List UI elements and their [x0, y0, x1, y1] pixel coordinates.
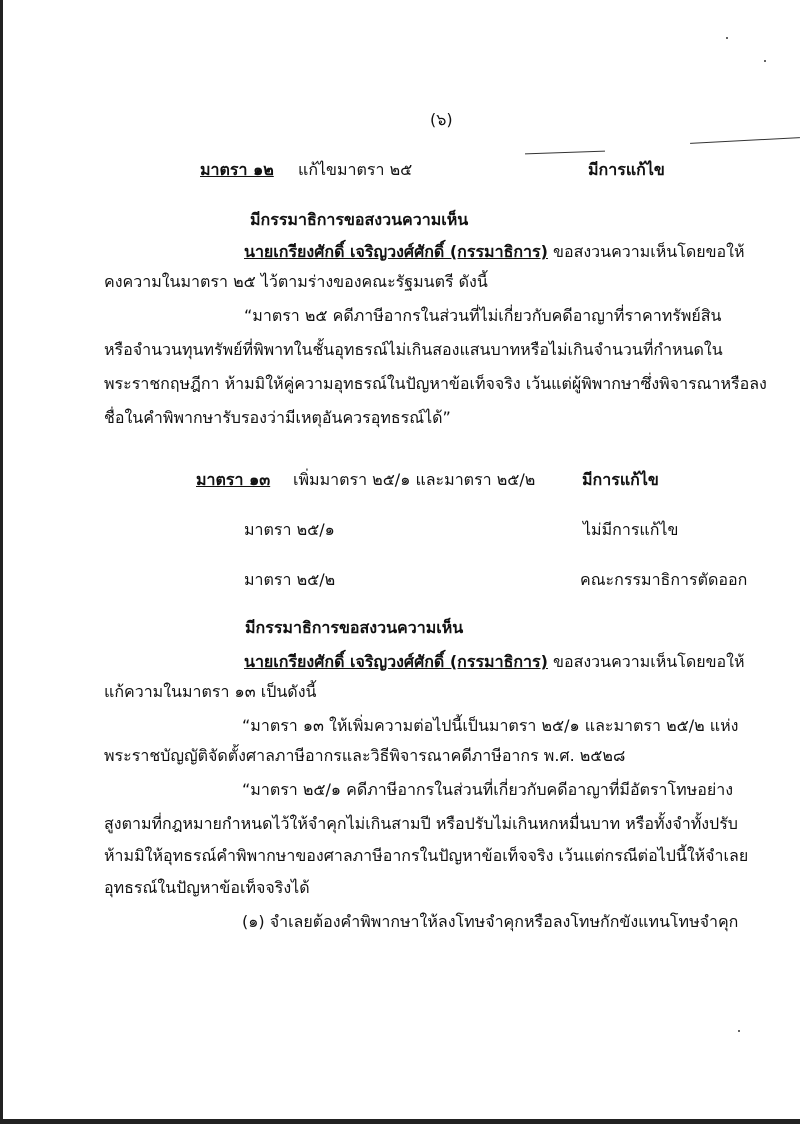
dissent-1-quote-line: หรือจำนวนทุนทรัพย์ที่พิพาทในชั้นอุทธรณ์ไม่เกินสองแสนบาทหรือไม่เกินจำนวนที่กำหนดใน [104, 340, 723, 359]
dissenter-name: นายเกรียงศักดิ์ เจริญวงศ์ศักดิ์ (กรรมาธิการ) [244, 242, 548, 261]
dissent-2-line-1-rest: ขอสงวนความเห็นโดยขอให้ [547, 652, 745, 671]
dissent-2-para-2-line: ห้ามมิให้อุทธรณ์คำพิพากษาของศาลภาษีอากรในปัญหาข้อเท็จจริง เว้นแต่กรณีต่อไปนี้ให้จำเลย [104, 846, 749, 865]
dissent-2-para-2-line: อุทธรณ์ในปัญหาข้อเท็จจริงได้ [104, 878, 310, 897]
section-25-2-status: คณะกรรมาธิการตัดออก [580, 570, 748, 589]
section-13-label: มาตรา ๑๓ [196, 470, 271, 489]
section-13-text: เพิ่มมาตรา ๒๕/๑ และมาตรา ๒๕/๒ [293, 470, 536, 489]
scan-edge-left [0, 0, 3, 1124]
section-12-text: แก้ไขมาตรา ๒๕ [298, 160, 413, 179]
dissent-2-item-1: (๑) จำเลยต้องคำพิพากษาให้ลงโทษจำคุกหรือลงโทษกักขังแทนโทษจำคุก [242, 912, 739, 931]
dissent-2-para-1-line: พระราชบัญญัติจัดตั้งศาลภาษีอากรและวิธีพิจารณาคดีภาษีอากร พ.ศ. ๒๕๒๘ [104, 746, 626, 765]
dissent-2-heading: มีกรรมาธิการขอสงวนความเห็น [245, 618, 464, 637]
section-25-1-status: ไม่มีการแก้ไข [583, 520, 679, 539]
dissent-1-quote-line: ชื่อในคำพิพากษารับรองว่ามีเหตุอันควรอุทธรณ์ได้” [104, 408, 451, 427]
dissent-1-quote-line: “มาตรา ๒๕ คดีภาษีอากรในส่วนที่ไม่เกี่ยวกับคดีอาญาที่ราคาทรัพย์สิน [244, 306, 722, 325]
dissent-1-line-1-rest: ขอสงวนความเห็นโดยขอให้ [547, 242, 745, 261]
scan-mark [525, 151, 605, 155]
scan-dot [738, 1030, 740, 1032]
section-12-label: มาตรา ๑๒ [200, 160, 274, 179]
section-25-2-label: มาตรา ๒๕/๒ [244, 570, 336, 589]
dissent-1-line-1 [244, 242, 745, 262]
scan-dot [764, 60, 766, 62]
scan-edge-bottom [0, 1119, 800, 1124]
scan-mark [690, 137, 800, 144]
dissent-2-para-2-line: สูงตามที่กฎหมายกำหนดไว้ให้จำคุกไม่เกินสามปี หรือปรับไม่เกินหกหมื่นบาท หรือทั้งจำทั้งปรับ [104, 814, 738, 833]
section-25-1-label: มาตรา ๒๕/๑ [244, 520, 335, 539]
dissent-1-heading: มีกรรมาธิการขอสงวนความเห็น [250, 210, 469, 229]
dissent-2-para-2-line: “มาตรา ๒๕/๑ คดีภาษีอากรในส่วนที่เกี่ยวกับคดีอาญาที่มีอัตราโทษอย่าง [242, 780, 733, 799]
section-13-status: มีการแก้ไข [582, 470, 659, 489]
scan-dot [726, 37, 728, 39]
dissent-2-para-1-line: “มาตรา ๑๓ ให้เพิ่มความต่อไปนี้เป็นมาตรา ๒๕/๑ และมาตรา ๒๕/๒ แห่ง [242, 716, 739, 735]
dissent-1-quote-line: พระราชกฤษฎีกา ห้ามมิให้คู่ความอุทธรณ์ในปัญหาข้อเท็จจริง เว้นแต่ผู้พิพากษาซึ่งพิจารณาหรือลง [104, 374, 767, 393]
dissent-2-line-1 [244, 652, 745, 672]
dissenter-name: นายเกรียงศักดิ์ เจริญวงศ์ศักดิ์ (กรรมาธิการ) [244, 652, 548, 671]
page-number: (๖) [430, 110, 453, 129]
dissent-2-line-2: แก้ความในมาตรา ๑๓ เป็นดังนี้ [104, 682, 317, 701]
section-12-status: มีการแก้ไข [588, 160, 665, 179]
dissent-1-line-2: คงความในมาตรา ๒๕ ไว้ตามร่างของคณะรัฐมนตรี ดังนี้ [104, 272, 488, 291]
